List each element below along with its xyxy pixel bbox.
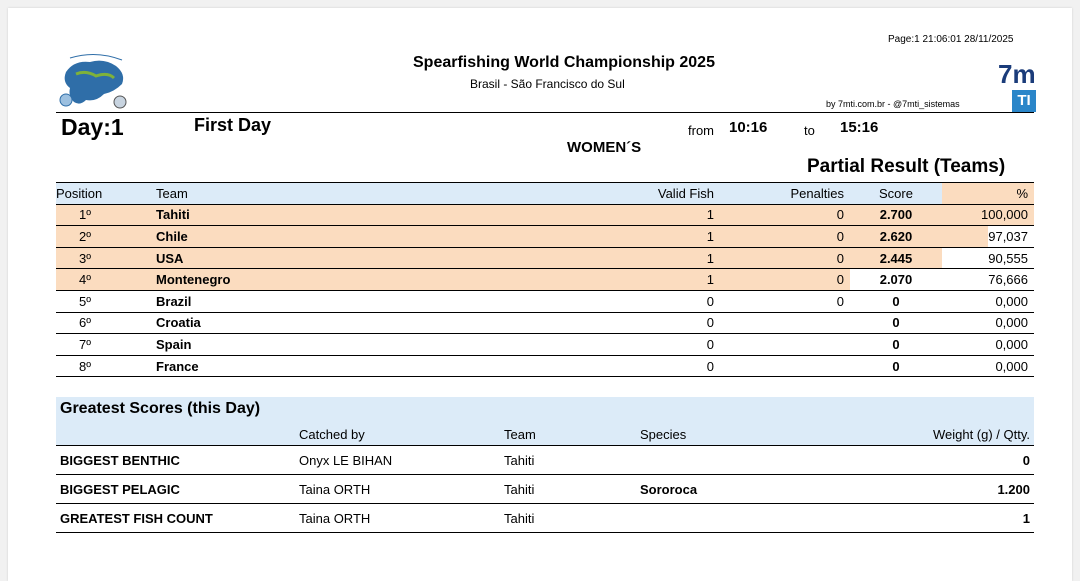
row-valid-fish: 0: [454, 290, 720, 312]
col-catched-by: Catched by: [295, 423, 500, 446]
col-species: Species: [636, 423, 836, 446]
row-percent: 0,000: [942, 334, 1034, 356]
col-category: [56, 423, 295, 446]
gs-team: Tahiti: [500, 475, 636, 504]
col-position: Position: [56, 183, 114, 205]
row-valid-fish: 0: [454, 334, 720, 356]
row-penalties: 0: [720, 290, 850, 312]
page-info: Page:1 21:06:01 28/11/2025: [888, 34, 1014, 45]
row-position: 7º: [56, 334, 114, 356]
row-penalties: 0: [720, 247, 850, 269]
col-valid-fish: Valid Fish: [454, 183, 720, 205]
credits-text: by 7mti.com.br - @7mti_sistemas: [826, 99, 960, 109]
federation-logo-icon: [56, 52, 134, 112]
row-percent: 76,666: [942, 269, 1034, 291]
gs-catched-by: Onyx LE BIHAN: [295, 446, 500, 475]
results-header-row: [56, 183, 1034, 205]
row-team: Chile: [114, 226, 454, 248]
gs-species: [636, 504, 836, 533]
row-team: Croatia: [114, 312, 454, 334]
gs-weight: 0: [836, 446, 1034, 475]
brand-logo-sub: TI: [1012, 90, 1036, 112]
row-percent: 100,000: [942, 204, 1034, 226]
row-percent: 0,000: [942, 290, 1034, 312]
gs-category: BIGGEST PELAGIC: [56, 475, 295, 504]
col-percent: %: [942, 183, 1034, 205]
col-score: Score: [850, 183, 942, 205]
row-valid-fish: 1: [454, 269, 720, 291]
list-item: [56, 504, 1034, 533]
greatest-title: Greatest Scores (this Day): [60, 400, 261, 417]
row-penalties: [720, 334, 850, 356]
page-subtitle: Brasil - São Francisco do Sul: [470, 77, 625, 91]
list-item: [56, 475, 1034, 504]
row-score: 2.620: [850, 226, 942, 248]
row-percent: 97,037: [942, 226, 1034, 248]
table-row: [56, 226, 1034, 248]
table-row: [56, 269, 1034, 291]
gs-category: BIGGEST BENTHIC: [56, 446, 295, 475]
table-row: [56, 204, 1034, 226]
gs-category: GREATEST FISH COUNT: [56, 504, 295, 533]
col-team: Team: [114, 183, 454, 205]
from-label: from: [688, 123, 714, 138]
row-score: 0: [850, 312, 942, 334]
row-valid-fish: 1: [454, 247, 720, 269]
table-row: [56, 290, 1034, 312]
greatest-header-row: [56, 423, 1034, 446]
table-row: [56, 247, 1034, 269]
gs-weight: 1.200: [836, 475, 1034, 504]
table-row: [56, 355, 1034, 377]
day-name: First Day: [194, 115, 272, 135]
table-row: [56, 334, 1034, 356]
page-title: Spearfishing World Championship 2025: [413, 54, 715, 71]
row-valid-fish: 1: [454, 204, 720, 226]
col-gs-team: Team: [500, 423, 636, 446]
results-table: [56, 182, 1034, 377]
table-row: [56, 312, 1034, 334]
gs-catched-by: Taina ORTH: [295, 504, 500, 533]
gs-species: [636, 446, 836, 475]
row-team: France: [114, 355, 454, 377]
row-position: 5º: [56, 290, 114, 312]
from-time: 10:16: [729, 119, 768, 136]
report-page: [8, 8, 1072, 581]
row-penalties: 0: [720, 226, 850, 248]
gs-species: Sororoca: [636, 475, 836, 504]
greatest-table: [56, 423, 1034, 533]
row-score: 2.700: [850, 204, 942, 226]
header-divider: [56, 112, 1034, 113]
row-penalties: [720, 355, 850, 377]
gs-weight: 1: [836, 504, 1034, 533]
gs-team: Tahiti: [500, 446, 636, 475]
row-team: Tahiti: [114, 204, 454, 226]
row-position: 3º: [56, 247, 114, 269]
gs-team: Tahiti: [500, 504, 636, 533]
row-penalties: 0: [720, 204, 850, 226]
row-team: USA: [114, 247, 454, 269]
category-label: WOMEN´S: [567, 139, 642, 156]
row-position: 4º: [56, 269, 114, 291]
to-label: to: [804, 123, 815, 138]
row-percent: 0,000: [942, 312, 1034, 334]
col-weight: Weight (g) / Qtty.: [836, 423, 1034, 446]
gs-catched-by: Taina ORTH: [295, 475, 500, 504]
row-score: 2.445: [850, 247, 942, 269]
row-score: 0: [850, 355, 942, 377]
to-time: 15:16: [840, 119, 879, 136]
row-position: 6º: [56, 312, 114, 334]
brand-logo-icon: [998, 58, 1036, 114]
row-penalties: 0: [720, 269, 850, 291]
col-penalties: Penalties: [720, 183, 850, 205]
row-team: Spain: [114, 334, 454, 356]
row-percent: 90,555: [942, 247, 1034, 269]
row-score: 2.070: [850, 269, 942, 291]
row-team: Montenegro: [114, 269, 454, 291]
row-penalties: [720, 312, 850, 334]
row-score: 0: [850, 290, 942, 312]
row-valid-fish: 0: [454, 355, 720, 377]
list-item: [56, 446, 1034, 475]
day-label: Day:1: [61, 114, 124, 140]
row-valid-fish: 0: [454, 312, 720, 334]
brand-logo-text: 7m: [998, 59, 1036, 89]
row-percent: 0,000: [942, 355, 1034, 377]
row-team: Brazil: [114, 290, 454, 312]
row-position: 2º: [56, 226, 114, 248]
row-position: 1º: [56, 204, 114, 226]
section-title: Partial Result (Teams): [807, 156, 1006, 177]
row-position: 8º: [56, 355, 114, 377]
row-valid-fish: 1: [454, 226, 720, 248]
row-score: 0: [850, 334, 942, 356]
